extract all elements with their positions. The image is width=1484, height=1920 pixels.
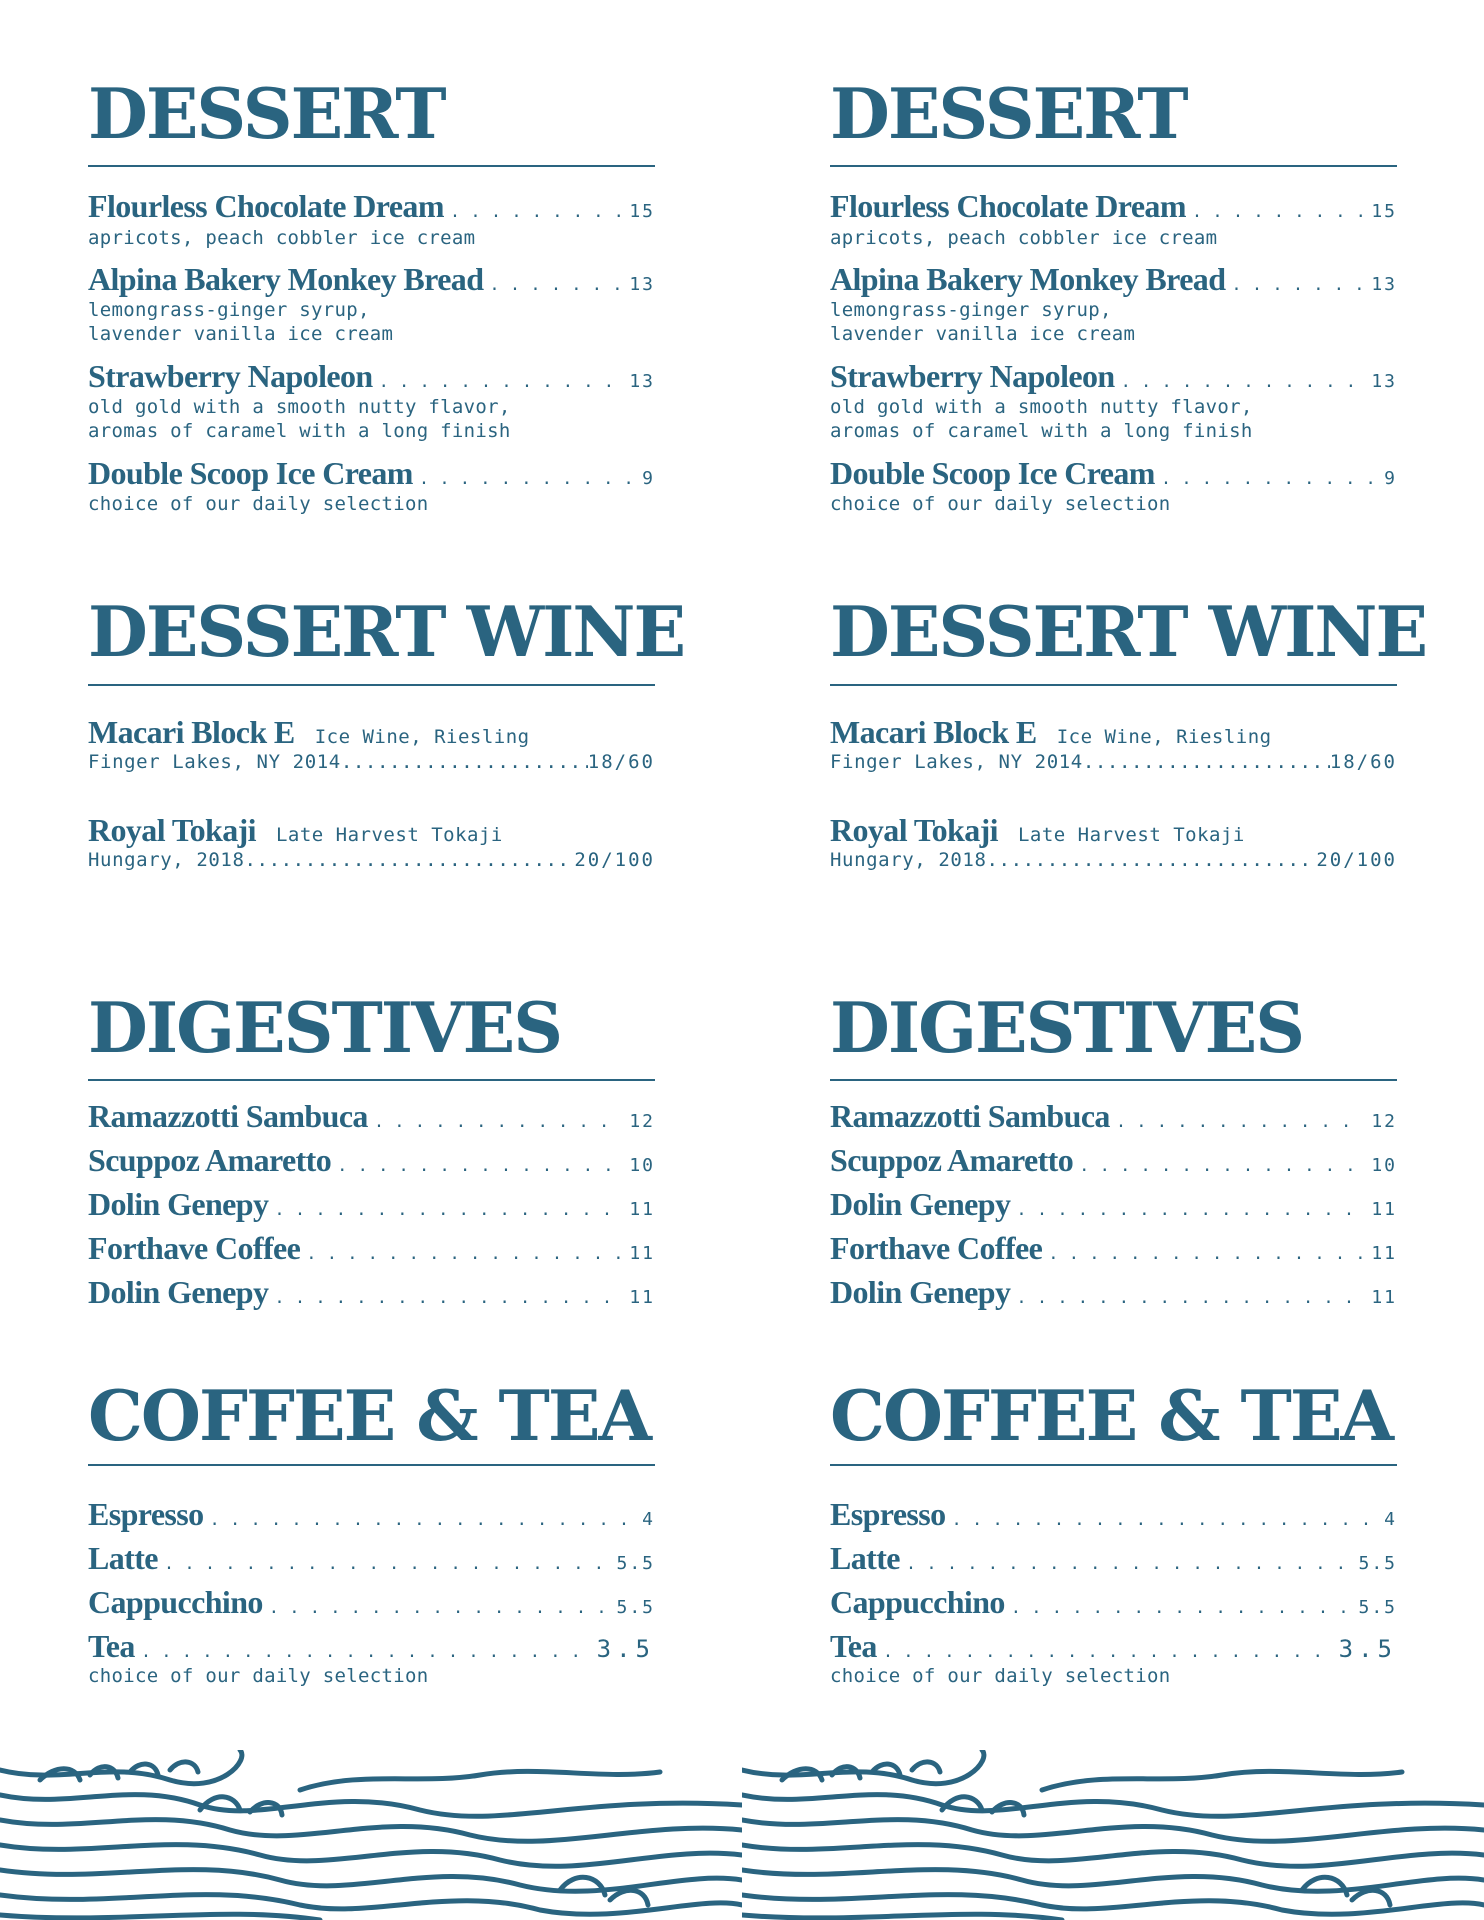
leader-dots: [379, 372, 624, 392]
item-description: lavender vanilla ice cream: [88, 323, 394, 345]
divider: [88, 1464, 655, 1466]
divider: [88, 165, 655, 167]
item-name: Dolin Genepy: [830, 1274, 1011, 1310]
wine-price: 18/60: [587, 751, 655, 773]
divider: [88, 684, 655, 686]
item-description: choice of our daily selection: [830, 1665, 1171, 1687]
item-name: Latte: [830, 1540, 900, 1576]
menu-item: [830, 1540, 1397, 1577]
menu-item: [830, 455, 1397, 492]
item-name: Cappucchino: [830, 1584, 1005, 1620]
menu-item: [830, 188, 1397, 225]
menu-item: [830, 1142, 1397, 1179]
wine-type: Ice Wine, Riesling: [314, 726, 530, 748]
item-price: 12: [629, 1111, 655, 1132]
wine-name: Royal Tokaji: [830, 812, 998, 848]
wine-origin: Finger Lakes, NY 2014: [830, 751, 1083, 773]
item-name: Ramazzotti Sambuca: [830, 1098, 1110, 1134]
wine-item: [830, 812, 1397, 849]
item-description: choice of our daily selection: [830, 493, 1171, 515]
item-name: Strawberry Napoleon: [830, 358, 1115, 394]
leader-dots: [1116, 1112, 1365, 1132]
item-price: 4: [1384, 1509, 1397, 1530]
menu-item: [830, 1628, 1397, 1665]
item-price: 5.5: [1358, 1597, 1397, 1618]
wine-origin-row: [88, 849, 655, 871]
leader-dots: [1161, 469, 1378, 489]
section-title-coffee-tea: COFFEE & TEA: [830, 1376, 1392, 1457]
leader-dots: [987, 849, 1317, 871]
menu-item: [830, 358, 1397, 395]
item-price: 11: [1371, 1243, 1397, 1264]
leader-dots: [341, 751, 588, 773]
leader-dots: [1231, 275, 1365, 295]
section-title-dessert-wine: DESSERT WINE: [88, 592, 685, 673]
menu-item: [88, 1496, 655, 1533]
item-name: Tea: [830, 1628, 877, 1664]
menu-item: [830, 1186, 1397, 1223]
menu-item: [830, 261, 1397, 298]
wine-item: [830, 714, 1397, 751]
item-price: 11: [629, 1243, 655, 1264]
divider: [830, 684, 1397, 686]
leader-dots: [1083, 751, 1330, 773]
leader-dots: [274, 1288, 623, 1308]
wine-origin: Hungary, 2018: [88, 849, 245, 871]
wine-price: 20/100: [1316, 849, 1397, 871]
wine-name: Macari Block E: [830, 714, 1037, 750]
menu-item: [88, 188, 655, 225]
menu-item: [88, 1142, 655, 1179]
section-title-dessert: DESSERT: [830, 74, 1187, 155]
item-price: 10: [1371, 1155, 1397, 1176]
item-name: Strawberry Napoleon: [88, 358, 373, 394]
item-price: 3.5: [1338, 1635, 1397, 1663]
item-price: 11: [629, 1199, 655, 1220]
menu-item: [88, 455, 655, 492]
menu-item: [88, 1584, 655, 1621]
wave-illustration: [0, 1750, 742, 1920]
item-description: aromas of caramel with a long finish: [830, 420, 1253, 442]
item-name: Alpina Bakery Monkey Bread: [830, 261, 1226, 297]
item-price: 13: [629, 274, 655, 295]
leader-dots: [906, 1554, 1353, 1574]
section-title-coffee-tea: COFFEE & TEA: [88, 1376, 650, 1457]
wine-origin-row: [88, 751, 655, 773]
leader-dots: [883, 1642, 1333, 1662]
wine-name: Macari Block E: [88, 714, 295, 750]
leader-dots: [245, 849, 575, 871]
wine-price: 18/60: [1329, 751, 1397, 773]
item-price: 13: [629, 371, 655, 392]
item-name: Alpina Bakery Monkey Bread: [88, 261, 484, 297]
item-name: Dolin Genepy: [830, 1186, 1011, 1222]
menu-item: [88, 261, 655, 298]
leader-dots: [274, 1200, 623, 1220]
leader-dots: [141, 1642, 591, 1662]
leader-dots: [374, 1112, 623, 1132]
menu-item: [88, 1186, 655, 1223]
wine-name: Royal Tokaji: [88, 812, 256, 848]
leader-dots: [489, 275, 623, 295]
wine-origin: Finger Lakes, NY 2014: [88, 751, 341, 773]
menu-panel-right: [742, 0, 1484, 1920]
leader-dots: [450, 202, 623, 222]
item-name: Flourless Chocolate Dream: [88, 188, 444, 224]
item-description: lemongrass-ginger syrup,: [830, 299, 1112, 321]
item-price: 15: [629, 201, 655, 222]
item-name: Dolin Genepy: [88, 1274, 269, 1310]
item-price: 12: [1371, 1111, 1397, 1132]
item-name: Cappucchino: [88, 1584, 263, 1620]
wine-type: Late Harvest Tokaji: [275, 824, 503, 846]
wine-origin-row: [830, 849, 1397, 871]
wine-origin: Hungary, 2018: [830, 849, 987, 871]
leader-dots: [1121, 372, 1366, 392]
menu-item: [830, 1274, 1397, 1311]
leader-dots: [1011, 1598, 1353, 1618]
leader-dots: [1016, 1200, 1365, 1220]
leader-dots: [337, 1156, 623, 1176]
section-title-dessert-wine: DESSERT WINE: [830, 592, 1427, 673]
menu-item: [830, 1584, 1397, 1621]
item-description: apricots, peach cobbler ice cream: [88, 227, 476, 249]
item-price: 11: [1371, 1199, 1397, 1220]
item-name: Forthave Coffee: [88, 1230, 301, 1266]
item-name: Scuppoz Amaretto: [88, 1142, 332, 1178]
item-name: Tea: [88, 1628, 135, 1664]
item-description: old gold with a smooth nutty flavor,: [830, 396, 1253, 418]
item-name: Espresso: [88, 1496, 204, 1532]
menu-item: [88, 1628, 655, 1665]
wine-origin-row: [830, 751, 1397, 773]
item-description: old gold with a smooth nutty flavor,: [88, 396, 511, 418]
menu-item: [88, 1274, 655, 1311]
item-price: 11: [629, 1287, 655, 1308]
item-price: 11: [1371, 1287, 1397, 1308]
item-price: 15: [1371, 201, 1397, 222]
wine-item: [88, 714, 655, 751]
leader-dots: [1192, 202, 1365, 222]
menu-item: [88, 358, 655, 395]
item-name: Scuppoz Amaretto: [830, 1142, 1074, 1178]
leader-dots: [210, 1510, 637, 1530]
leader-dots: [1079, 1156, 1365, 1176]
item-price: 13: [1371, 274, 1397, 295]
item-description: lavender vanilla ice cream: [830, 323, 1136, 345]
item-description: choice of our daily selection: [88, 1665, 429, 1687]
leader-dots: [269, 1598, 611, 1618]
item-name: Flourless Chocolate Dream: [830, 188, 1186, 224]
item-name: Latte: [88, 1540, 158, 1576]
menu-item: [830, 1230, 1397, 1267]
menu-item: [88, 1540, 655, 1577]
item-name: Ramazzotti Sambuca: [88, 1098, 368, 1134]
menu-item: [830, 1098, 1397, 1135]
item-name: Dolin Genepy: [88, 1186, 269, 1222]
section-title-digestives: DIGESTIVES: [830, 988, 1304, 1069]
leader-dots: [952, 1510, 1379, 1530]
item-price: 9: [1384, 468, 1397, 489]
item-price: 10: [629, 1155, 655, 1176]
item-price: 5.5: [616, 1597, 655, 1618]
wave-illustration: [742, 1750, 1484, 1920]
menu-item: [830, 1496, 1397, 1533]
item-price: 5.5: [616, 1553, 655, 1574]
leader-dots: [1016, 1288, 1365, 1308]
divider: [88, 1079, 655, 1081]
item-price: 5.5: [1358, 1553, 1397, 1574]
wine-price: 20/100: [574, 849, 655, 871]
wine-type: Late Harvest Tokaji: [1017, 824, 1245, 846]
item-price: 9: [642, 468, 655, 489]
item-name: Forthave Coffee: [830, 1230, 1043, 1266]
menu-item: [88, 1230, 655, 1267]
wine-type: Ice Wine, Riesling: [1056, 726, 1272, 748]
menu-item: [88, 1098, 655, 1135]
item-price: 4: [642, 1509, 655, 1530]
leader-dots: [306, 1244, 623, 1264]
item-description: lemongrass-ginger syrup,: [88, 299, 370, 321]
item-name: Double Scoop Ice Cream: [88, 455, 413, 491]
item-description: apricots, peach cobbler ice cream: [830, 227, 1218, 249]
section-title-dessert: DESSERT: [88, 74, 445, 155]
section-title-digestives: DIGESTIVES: [88, 988, 562, 1069]
divider: [830, 165, 1397, 167]
item-price: 13: [1371, 371, 1397, 392]
item-name: Double Scoop Ice Cream: [830, 455, 1155, 491]
item-price: 3.5: [596, 1635, 655, 1663]
divider: [830, 1079, 1397, 1081]
divider: [830, 1464, 1397, 1466]
item-description: choice of our daily selection: [88, 493, 429, 515]
wine-item: [88, 812, 655, 849]
leader-dots: [1048, 1244, 1365, 1264]
leader-dots: [419, 469, 636, 489]
item-name: Espresso: [830, 1496, 946, 1532]
item-description: aromas of caramel with a long finish: [88, 420, 511, 442]
leader-dots: [164, 1554, 611, 1574]
